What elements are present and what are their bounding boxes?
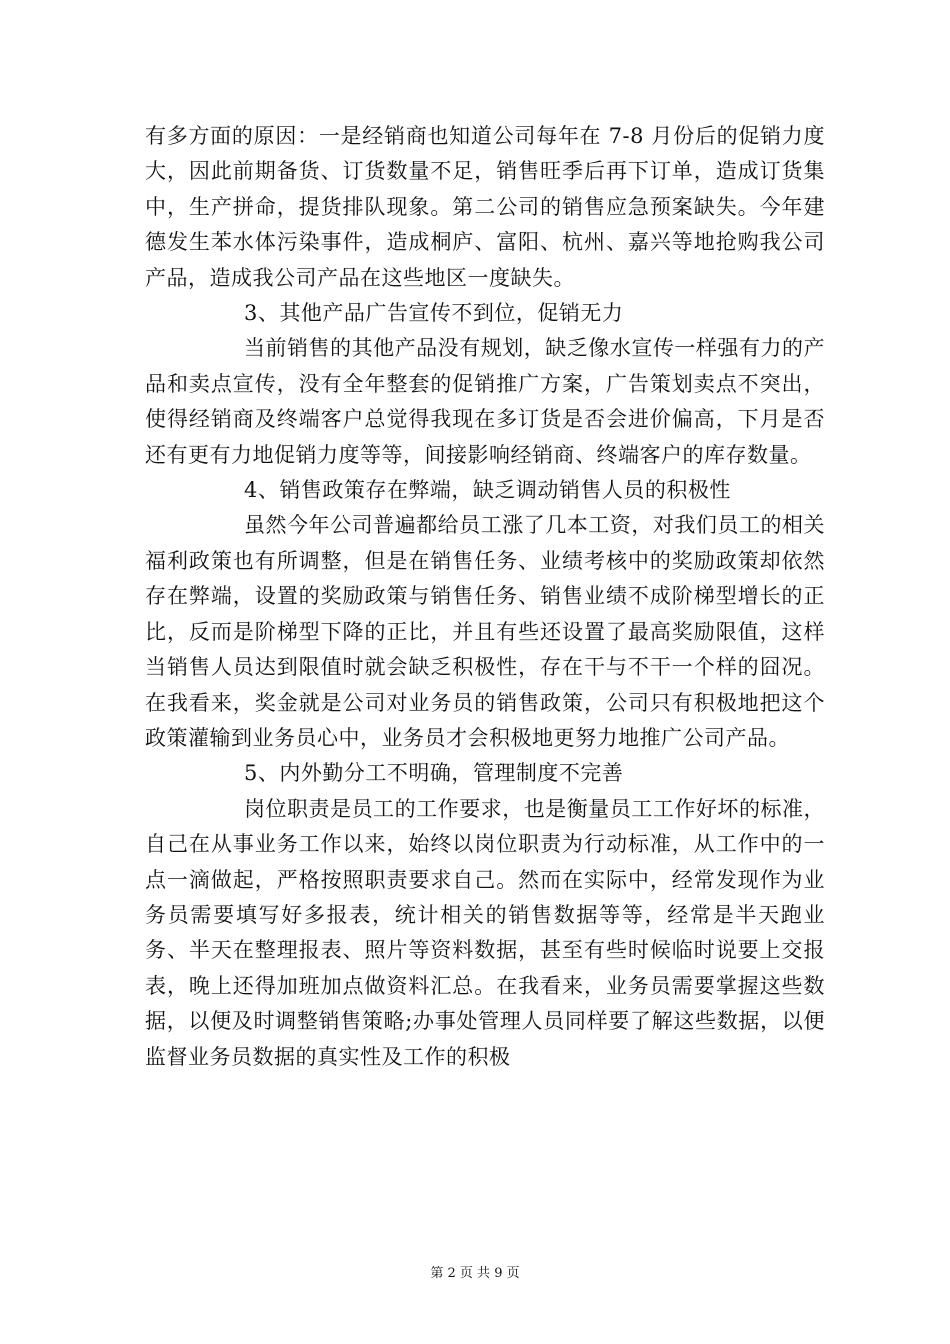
section-heading-4: 4、销售政策存在弊端，缺乏调动销售人员的积极性 <box>244 478 731 503</box>
page-number-footer: 第 2 页 共 9 页 <box>430 1266 520 1281</box>
paragraph-sales-policy: 虽然今年公司普遍都给员工涨了几本工资，对我们员工的相关福利政策也有所调整，但是在销售任务、业绩考核中的奖励政策却依然存在弊端，设置的奖励政策与销售任务、销售业绩不成阶梯型增长的正比，反而是阶梯型下降的正比，并且有些还设置了最高奖励限值，这样当销售人员达到限值时就会缺乏积极性，存在干与不干一个样的囧况。在我看来，奖金就是公司对业务员的销售政策，公司只有积极地把这个政策灌输到业务员心中，业务员才会积极地更努力地推广公司产品。 <box>145 513 825 750</box>
section-heading-5: 5、内外勤分工不明确，管理制度不完善 <box>244 761 624 786</box>
paragraph-causes: 有多方面的原因：一是经销商也知道公司每年在 7-8 月份后的促销力度大，因此前期备货、订货数量不足，销售旺季后再下订单，造成订货集中，生产拼命，提货排队现象。第二公司的销售应急预案缺失。今年建德发生苯水体污染事件，造成桐庐、富阳、杭州、嘉兴等地抢购我公司产品，造成我公司产品在这些地区一度缺失。 <box>145 124 825 290</box>
paragraph-division-of-labor: 岗位职责是员工的工作要求，也是衡量员工工作好坏的标准，自己在从事业务工作以来，始终以岗位职责为行动标准，从工作中的一点一滴做起，严格按照职责要求自己。然而在实际中，经常发现作为业务员需要填写好多报表，统计相关的销售数据等等，经常是半天跑业务、半天在整理报表、照片等资料数据，甚至有些时候临时说要上交报表，晚上还得加班加点做资料汇总。在我看来，业务员需要掌握这些数据，以便及时调整销售策略;办事处管理人员同样要了解这些数据，以便监督业务员数据的真实性及工作的积极 <box>145 796 825 1069</box>
document-body <box>145 119 825 1075</box>
section-heading-3: 3、其他产品广告宣传不到位，促销无力 <box>244 301 624 326</box>
paragraph-advertising: 当前销售的其他产品没有规划，缺乏像水宣传一样强有力的产品和卖点宣传，没有全年整套的促销推广方案，广告策划卖点不突出，使得经销商及终端客户总觉得我现在多订货是否会进价偏高，下月是否还有更有力地促销力度等等，间接影响经销商、终端客户的库存数量。 <box>145 336 825 467</box>
